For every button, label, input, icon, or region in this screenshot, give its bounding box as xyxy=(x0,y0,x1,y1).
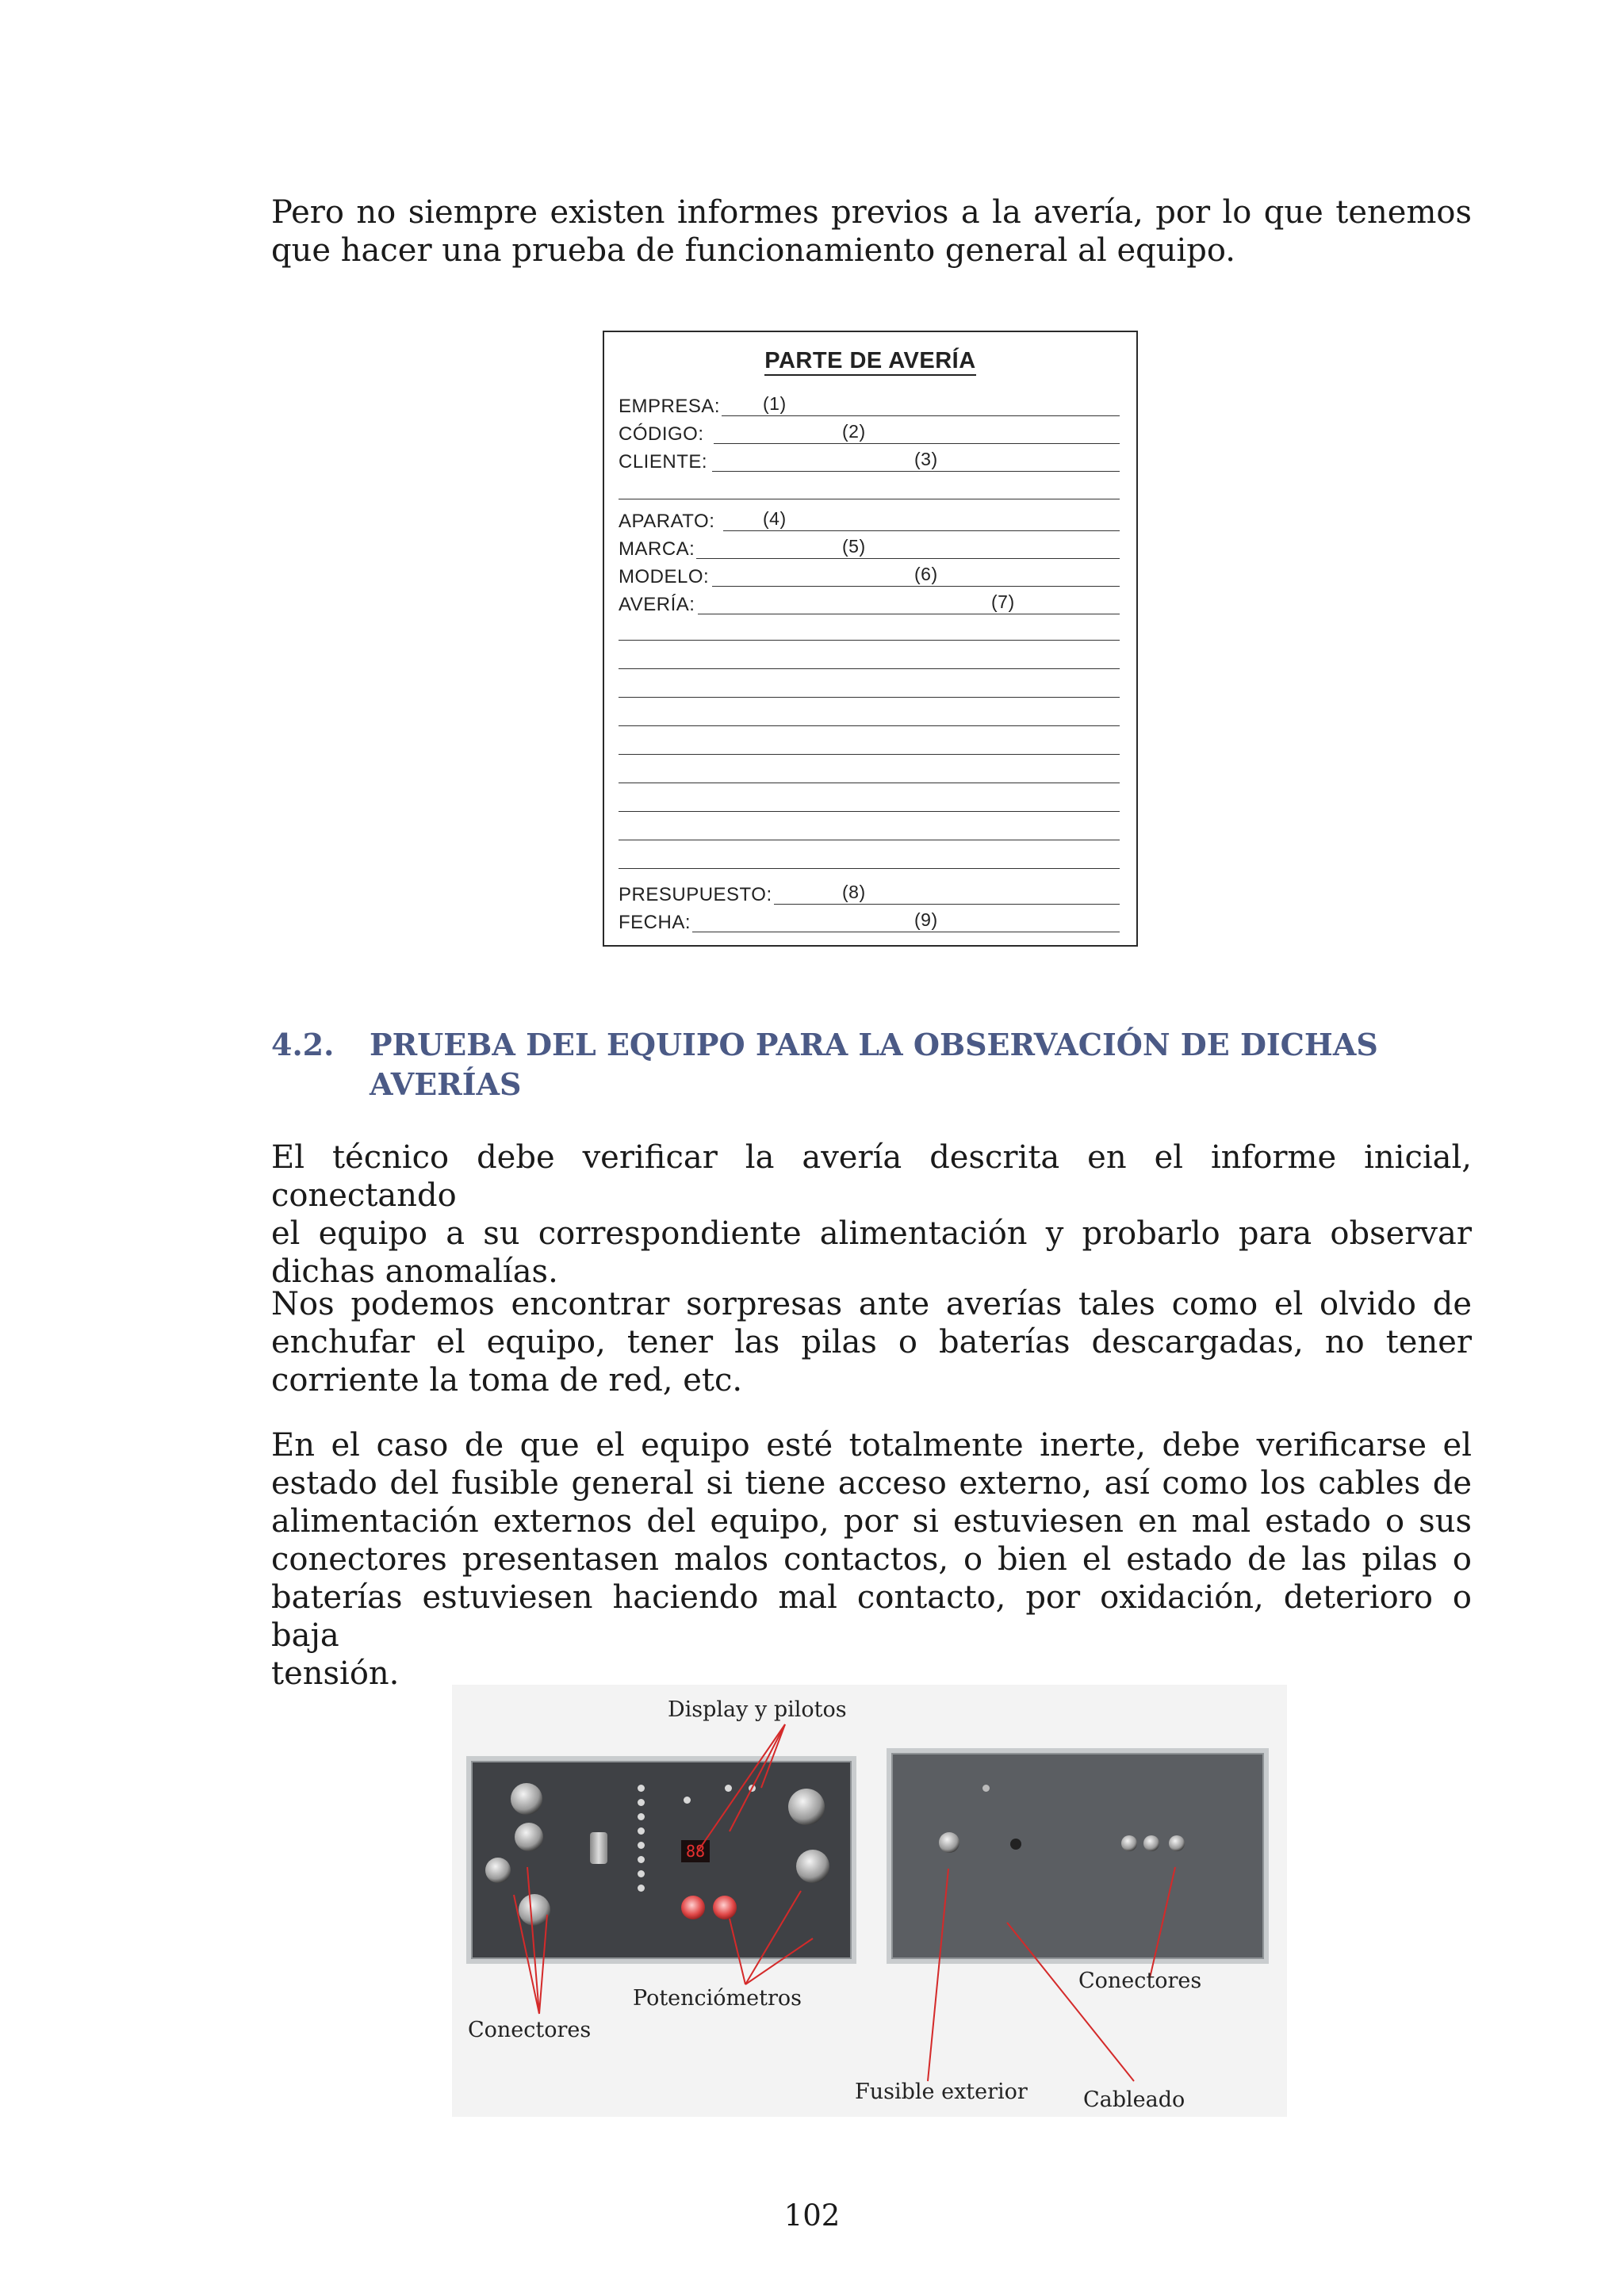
field-number: (4) xyxy=(763,508,787,529)
field-label: FECHA: xyxy=(619,912,691,933)
p1-line-2: el equipo a su correspondiente alimentación y probarlo para observar xyxy=(271,1215,1472,1252)
p3-line-4: conectores presentasen malos contactos, o bien el estado de las pilas o xyxy=(271,1541,1472,1578)
p2-line-3: corriente la toma de red, etc. xyxy=(271,1362,743,1399)
paragraph-1 xyxy=(271,1138,1472,1291)
p3-line-5: baterías estuviesen haciendo mal contacto, por oxidación, deterioro o baja xyxy=(271,1579,1472,1654)
fault-report-form xyxy=(603,331,1138,947)
intro-line-2: que hacer una prueba de funcionamiento general al equipo. xyxy=(271,232,1235,269)
field-label: MARCA: xyxy=(619,538,695,560)
intro-line-1: Pero no siempre existen informes previos a la avería, por lo que tenemos xyxy=(271,194,1472,231)
form-blank-line xyxy=(619,725,1120,726)
form-title: PARTE DE AVERÍA xyxy=(604,348,1136,374)
form-field-7 xyxy=(619,592,1120,616)
form-field-6 xyxy=(619,564,1120,588)
annotation-arrows xyxy=(452,1685,1287,2117)
form-field-9 xyxy=(619,910,1120,934)
p3-line-2: estado del fusible general si tiene acceso externo, así como los cables de xyxy=(271,1465,1472,1502)
field-number: (6) xyxy=(914,564,938,584)
paragraph-3 xyxy=(271,1426,1472,1693)
p1-line-3: dichas anomalías. xyxy=(271,1253,558,1290)
field-label: CÓDIGO: xyxy=(619,423,704,445)
field-label: EMPRESA: xyxy=(619,396,721,417)
section-title-line-1: PRUEBA DEL EQUIPO PARA LA OBSERVACIÓN DE DICHAS xyxy=(370,1027,1378,1062)
p3-line-1: En el caso de que el equipo esté totalmente inerte, debe verificarse el xyxy=(271,1427,1472,1464)
section-title-line-2: AVERÍAS xyxy=(370,1066,522,1102)
form-field-4 xyxy=(619,509,1120,533)
form-field-2 xyxy=(619,422,1120,446)
p2-line-1: Nos podemos encontrar sorpresas ante averías tales como el olvido de xyxy=(271,1286,1472,1322)
form-field-8 xyxy=(619,882,1120,906)
label-conectores-left: Conectores xyxy=(468,2018,592,2042)
form-blank-line xyxy=(619,754,1120,755)
label-fusible-exterior: Fusible exterior xyxy=(855,2080,1028,2104)
intro-paragraph xyxy=(271,193,1472,270)
p3-line-3: alimentación externos del equipo, por si estuviesen en mal estado o sus xyxy=(271,1503,1472,1540)
field-number: (2) xyxy=(842,421,866,442)
field-number: (1) xyxy=(763,393,787,414)
form-blank-line xyxy=(619,640,1120,641)
form-blank-line xyxy=(619,668,1120,669)
field-number: (7) xyxy=(991,591,1015,612)
label-conectores-right: Conectores xyxy=(1078,1969,1202,1993)
page-number: 102 xyxy=(783,2198,841,2233)
field-label: AVERÍA: xyxy=(619,594,695,615)
form-field-3 xyxy=(619,450,1120,473)
field-label: MODELO: xyxy=(619,566,710,587)
equipment-photo-figure xyxy=(452,1685,1287,2117)
field-label: APARATO: xyxy=(619,511,715,532)
label-display-pilotos: Display y pilotos xyxy=(668,1697,847,1722)
field-number: (5) xyxy=(842,536,866,557)
form-blank-line xyxy=(619,811,1120,812)
p1-line-1: El técnico debe verificar la avería descrita en el informe inicial, conectando xyxy=(271,1139,1472,1214)
seven-segment-display: 88 xyxy=(681,1840,710,1862)
paragraph-2 xyxy=(271,1285,1472,1399)
label-potenciometros: Potenciómetros xyxy=(633,1986,802,2011)
field-number: (9) xyxy=(914,909,938,930)
field-label: CLIENTE: xyxy=(619,451,708,473)
form-blank-line xyxy=(619,697,1120,698)
field-label: PRESUPUESTO: xyxy=(619,884,772,905)
form-field-5 xyxy=(619,537,1120,561)
field-number: (3) xyxy=(914,449,938,469)
form-blank-line xyxy=(619,868,1120,869)
p3-line-6: tensión. xyxy=(271,1655,400,1692)
section-number: 4.2. xyxy=(271,1027,335,1062)
label-cableado: Cableado xyxy=(1083,2087,1185,2112)
form-field-1 xyxy=(619,394,1120,418)
p2-line-2: enchufar el equipo, tener las pilas o baterías descargadas, no tener xyxy=(271,1324,1472,1360)
field-number: (8) xyxy=(842,882,866,902)
